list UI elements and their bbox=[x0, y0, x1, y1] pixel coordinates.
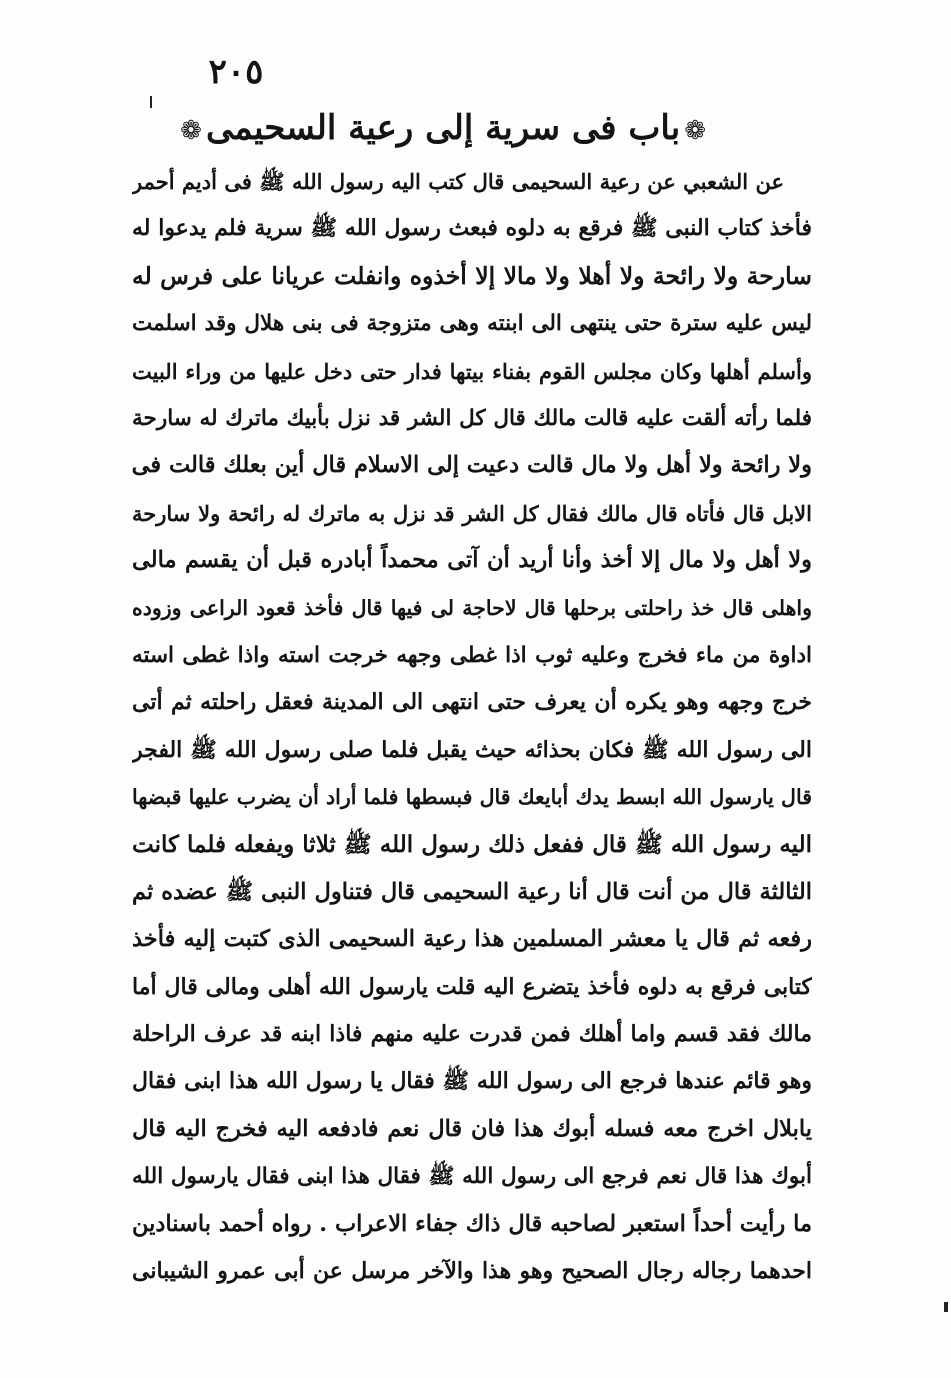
body-text bbox=[132, 158, 812, 1295]
chapter-title bbox=[180, 103, 710, 153]
page-number: ٢٠٥ bbox=[208, 52, 264, 92]
scan-speck bbox=[944, 1302, 948, 1312]
text-line: الى رسول الله ﷺ فكان بحذائه حيث يقبل فلما صلى رسول الله ﷺ الفجر bbox=[132, 736, 812, 763]
chapter-title-text: باب فى سرية إلى رعية السحيمى bbox=[205, 108, 681, 148]
text-line: وأسلم أهلها وكان مجلس القوم بفناء بيتها فدار حتى دخل عليها من وراء البيت bbox=[132, 358, 812, 384]
text-line: فأخذ كتاب النبى ﷺ فرقع به دلوه فبعث رسول الله ﷺ سرية فلم يدعوا له bbox=[132, 215, 812, 242]
text-line: الابل قال فأتاه قال مالك فقال كل الشر قد نزل به ماترك له رائحة ولا سارحة bbox=[132, 500, 812, 526]
text-line: الثالثة قال من أنت قال أنا رعية السحيمى قال فتناول النبى ﷺ عضده ثم bbox=[132, 878, 812, 905]
text-line: وهو قائم عندها فرجع الى رسول الله ﷺ فقال يا رسول الله هذا ابنى فقال bbox=[132, 1068, 812, 1095]
title-ornament-left: ❁ bbox=[180, 116, 202, 146]
text-line: أبوك هذا قال نعم فرجع الى رسول الله ﷺ فقال هذا ابنى فقال يارسول الله bbox=[132, 1164, 812, 1190]
text-line: يابلال اخرج معه فسله أبوك هذا فان قال نعم فادفعه اليه فخرج اليه قال bbox=[132, 1115, 812, 1142]
text-line: كتابى فرقع به دلوه فأخذ يتضرع اليه قلت يارسول الله أهلى ومالى قال أما bbox=[132, 973, 812, 1000]
text-line: قال يارسول الله ابسط يدك أبايعك قال فبسطها فلما أراد أن يضرب عليها قبضها bbox=[132, 785, 812, 810]
text-line: احدهما رجاله رجال الصحيح وهو هذا والآخر مرسل عن أبى عمرو الشيبانى bbox=[132, 1257, 812, 1284]
text-line: سارحة ولا رائحة ولا أهلا ولا مالا إلا أخذوه وانفلت عريانا على فرس له bbox=[132, 261, 812, 290]
text-line: ليس عليه سترة حتى ينتهى الى ابنته وهى متزوجة فى بنى هلال وقد اسلمت bbox=[132, 311, 812, 337]
text-line: واهلى قال خذ راحلتى برحلها قال لاحاجة لى فيها قال فأخذ قعود الراعى وزوده bbox=[132, 595, 812, 620]
text-line: خرج وجهه وهو يكره أن يعرف حتى انتهى الى المدينة فعقل راحلته ثم أتى bbox=[132, 689, 812, 716]
text-line: اليه رسول الله ﷺ قال ففعل ذلك رسول الله ﷺ ثلاثا ويفعله فلما كانت bbox=[132, 831, 812, 859]
text-line: مالك فقد قسم واما أهلك فمن قدرت عليه منهم فاذا ابنه قد عرف الراحلة bbox=[132, 1021, 812, 1048]
scan-speck bbox=[150, 96, 152, 108]
title-ornament-right: ❁ bbox=[684, 116, 706, 146]
text-line: ولا رائحة ولا أهل ولا مال قالت دعيت إلى الاسلام قال أين بعلك قالت فى bbox=[132, 452, 812, 479]
text-line: رفعه ثم قال يا معشر المسلمين هذا رعية السحيمى الذى كتبت إليه فأخذ bbox=[132, 926, 812, 953]
text-line: ما رأيت أحداً استعبر لصاحبه قال ذاك جفاء الاعراب . رواه أحمد باسنادين bbox=[132, 1210, 812, 1237]
text-line: ولا أهل ولا مال إلا أخذ وأنا أريد أن آتى محمداً أبادره قبل أن يقسم مالى bbox=[132, 547, 812, 574]
text-line: فلما رأته ألقت عليه قالت مالك قال كل الشر قد نزل بأبيك ماترك له سارحة bbox=[132, 405, 812, 431]
text-line: عن الشعبي عن رعية السحيمى قال كتب اليه رسول الله ﷺ فى أديم أحمر bbox=[132, 169, 784, 194]
text-line: اداوة من ماء فخرج وعليه ثوب اذا غطى وجهه خرجت استه واذا غطى استه bbox=[132, 642, 812, 668]
